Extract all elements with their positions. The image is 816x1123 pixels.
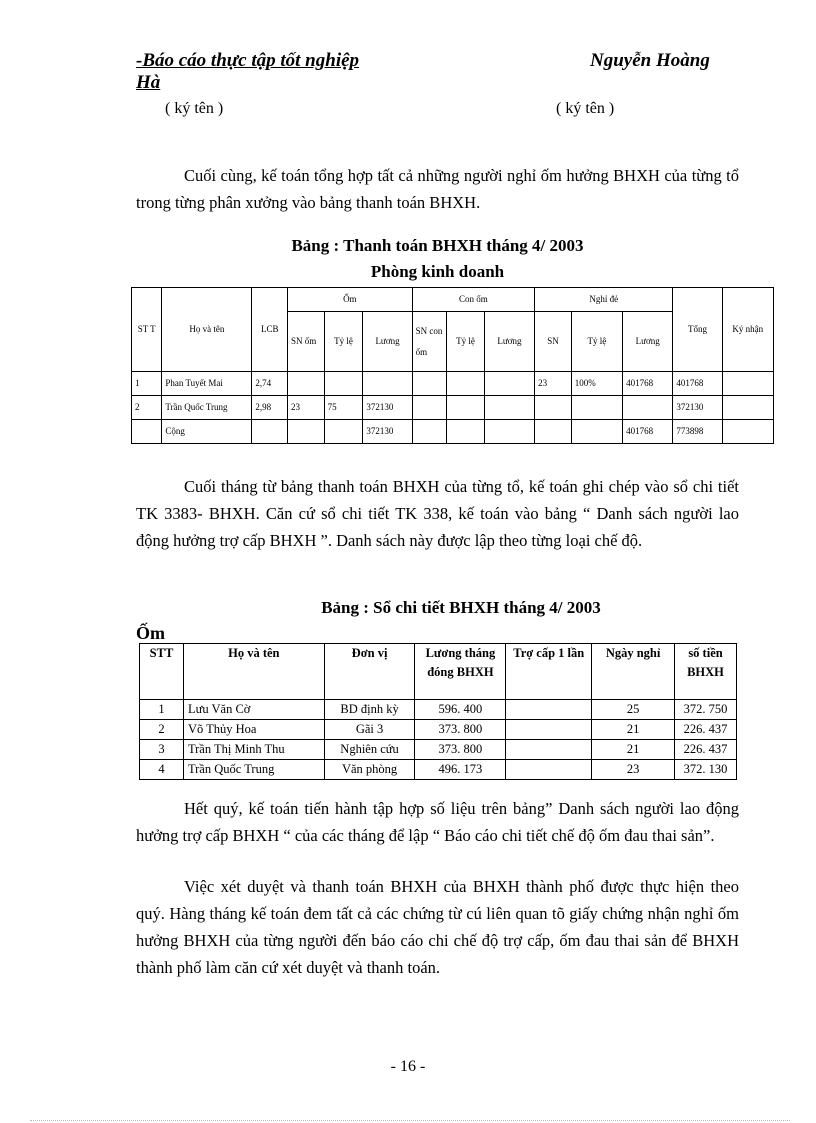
table-row: [140, 700, 737, 720]
signature-right: ( ký tên ): [556, 100, 615, 117]
cell-stt: 4: [140, 760, 184, 780]
cell-empty: [571, 420, 622, 444]
cell-sn-om: 23: [288, 396, 325, 420]
cell-empty: [412, 420, 447, 444]
header-title: -Báo cáo thực tập tốt nghiệp: [136, 50, 360, 71]
th-sn-nd: SN: [535, 312, 572, 372]
page-bottom-divider: [30, 1120, 790, 1121]
cell-stt: 3: [140, 740, 184, 760]
cell-sn-con: [412, 396, 447, 420]
th-don-vi: Đơn vị: [324, 644, 415, 700]
cell-allowance: [506, 700, 592, 720]
cell-allowance: [506, 720, 592, 740]
cell-sn-nd: [535, 396, 572, 420]
cell-empty: [484, 420, 534, 444]
cell-empty: [447, 420, 485, 444]
table-row: [140, 740, 737, 760]
cell-days: 21: [592, 720, 675, 740]
cell-empty: [535, 420, 572, 444]
th-group-om: Ốm: [288, 288, 413, 312]
cell-salary: 373. 800: [415, 740, 506, 760]
th-ngay-nghi: Ngày nghỉ: [592, 644, 675, 700]
th-tro-cap: Trợ cấp 1 lần: [506, 644, 592, 700]
header-author-cont: Hà: [136, 72, 161, 93]
cell-luong-con: [484, 372, 534, 396]
th-ky-nhan: Ký nhận: [722, 288, 773, 372]
cell-sn-om: [288, 372, 325, 396]
cell-lcb: 2,74: [252, 372, 288, 396]
th-group-nghide: Nghỉ đẻ: [535, 288, 673, 312]
th-sn-om: SN ốm: [288, 312, 325, 372]
cell-tong: 372130: [673, 396, 722, 420]
signature-left: ( ký tên ): [165, 100, 224, 117]
cell-name: Lưu Văn Cờ: [183, 700, 324, 720]
th-stt: STT: [140, 644, 184, 700]
table1-subtitle: Phòng kinh doanh: [370, 262, 505, 281]
cell-ky: [722, 396, 773, 420]
cell-tyle-om: [324, 372, 363, 396]
cell-name: Võ Thủy Hoa: [183, 720, 324, 740]
th-tyle-nd: Tỷ lệ: [571, 312, 622, 372]
cell-empty: [252, 420, 288, 444]
cell-name: Trần Quốc Trung: [183, 760, 324, 780]
cell-name: Trần Quốc Trung: [162, 396, 252, 420]
cell-sn-nd: 23: [535, 372, 572, 396]
th-ho-ten: Họ và tên: [183, 644, 324, 700]
table-row: [132, 372, 774, 396]
th-so-tien: số tiền BHXH: [675, 644, 737, 700]
table-row: [132, 396, 774, 420]
cell-empty: [722, 420, 773, 444]
table-row: [140, 720, 737, 740]
th-tyle-om: Tỷ lệ: [324, 312, 363, 372]
cell-luong-om: 372130: [363, 396, 412, 420]
cell-empty: [132, 420, 162, 444]
cell-empty: [288, 420, 325, 444]
th-group-conom: Con ốm: [412, 288, 535, 312]
table2-title: Bảng : Sổ chi tiết BHXH tháng 4/ 2003: [321, 598, 601, 617]
cell-amount: 226. 437: [675, 720, 737, 740]
page-number: - 16 -: [390, 1058, 426, 1075]
paragraph-4: Việc xét duyệt và thanh toán BHXH của BHXH thành phố được thực hiện theo quý. Hàng tháng kế toán đem tất cả các chứng từ cú liên quan tõ giấy chứng nhận nghỉ ốm hưởng BHXH của từng người đến báo cáo chi chế độ trợ cấp, ốm đau thai sản để BHXH thành phố làm căn cứ xét duyệt và thanh toán.: [136, 877, 739, 977]
th-luong-nd: Lương: [623, 312, 673, 372]
cell-amount: 226. 437: [675, 740, 737, 760]
cell-tong: 401768: [673, 372, 722, 396]
cell-luong-nd: [623, 396, 673, 420]
cell-stt: 1: [140, 700, 184, 720]
cell-tyle-con: [447, 396, 485, 420]
th-luong: Lương tháng đóng BHXH: [415, 644, 506, 700]
cell-stt: 2: [132, 396, 162, 420]
cell-name: Trần Thị Minh Thu: [183, 740, 324, 760]
th-tyle-con: Tỷ lệ: [447, 312, 485, 372]
cell-amount: 372. 130: [675, 760, 737, 780]
cell-luong-nd: 401768: [623, 372, 673, 396]
cell-amount: 372. 750: [675, 700, 737, 720]
cell-tyle-nd: 100%: [571, 372, 622, 396]
paragraph-1: Cuối cùng, kế toán tổng hợp tất cả những người nghỉ ốm hưởng BHXH của từng tổ trong từng phân xưởng vào bảng thanh toán BHXH.: [136, 166, 739, 212]
cell-salary: 596. 400: [415, 700, 506, 720]
th-stt: ST T: [132, 288, 162, 372]
th-name: Họ và tên: [162, 288, 252, 372]
cell-total-label: Cộng: [162, 420, 252, 444]
cell-name: Phan Tuyết Mai: [162, 372, 252, 396]
bhxh-payment-table: [131, 287, 774, 444]
cell-tyle-con: [447, 372, 485, 396]
table-row: [140, 760, 737, 780]
cell-salary: 496. 173: [415, 760, 506, 780]
cell-total-luong-om: 372130: [363, 420, 412, 444]
th-luong-om: Lương: [363, 312, 412, 372]
cell-ky: [722, 372, 773, 396]
cell-luong-om: [363, 372, 412, 396]
page-header: [136, 50, 736, 94]
paragraph-3: Hết quý, kế toán tiến hành tập hợp số liệu trên bảng” Danh sách người lao động hưởng trợ cấp BHXH “ của các tháng để lập “ Báo cáo chi tiết chế độ ốm đau thai sản”.: [136, 799, 739, 845]
cell-total-luong-nd: 401768: [623, 420, 673, 444]
cell-unit: BD định kỳ: [324, 700, 415, 720]
cell-days: 21: [592, 740, 675, 760]
cell-unit: Nghiên cứu: [324, 740, 415, 760]
cell-tyle-om: 75: [324, 396, 363, 420]
cell-days: 23: [592, 760, 675, 780]
th-tong: Tổng: [673, 288, 722, 372]
cell-allowance: [506, 760, 592, 780]
table1-title: Bảng : Thanh toán BHXH tháng 4/ 2003: [291, 236, 584, 255]
paragraph-2: Cuối tháng từ bảng thanh toán BHXH của từng tổ, kế toán ghi chép vào sổ chi tiết TK 3383- BHXH. Căn cứ sổ chi tiết TK 338, kế toán vào bảng “ Danh sách người lao động hưởng trợ cấp BHXH ”. Danh sách này được lập theo từng loại chế độ.: [136, 477, 739, 550]
cell-luong-con: [484, 396, 534, 420]
th-luong-con: Lương: [484, 312, 534, 372]
cell-unit: Gãi 3: [324, 720, 415, 740]
table2-section-label: Ốm: [136, 623, 165, 643]
total-row: [132, 420, 774, 444]
cell-stt: 1: [132, 372, 162, 396]
cell-total-tong: 773898: [673, 420, 722, 444]
th-lcb: LCB: [252, 288, 288, 372]
header-author: Nguyễn Hoàng: [590, 50, 710, 71]
cell-days: 25: [592, 700, 675, 720]
cell-unit: Văn phòng: [324, 760, 415, 780]
th-sn-con-om: SN con ốm: [412, 312, 447, 372]
cell-sn-con: [412, 372, 447, 396]
cell-allowance: [506, 740, 592, 760]
cell-lcb: 2,98: [252, 396, 288, 420]
bhxh-detail-table: [139, 643, 737, 780]
cell-empty: [324, 420, 363, 444]
cell-stt: 2: [140, 720, 184, 740]
cell-tyle-nd: [571, 396, 622, 420]
cell-salary: 373. 800: [415, 720, 506, 740]
